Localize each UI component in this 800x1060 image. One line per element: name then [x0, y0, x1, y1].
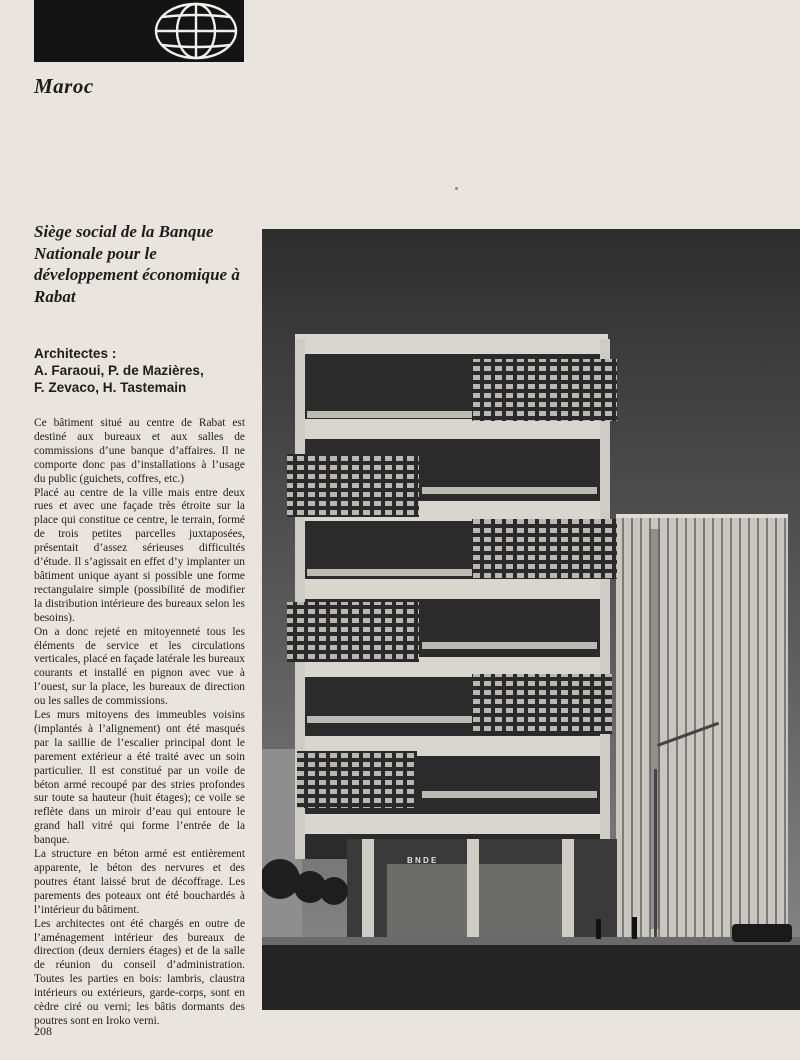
architects-names-line-2: F. Zevaco, H. Tastemain: [34, 380, 187, 395]
article-title: Siège social de la Banque Nationale pour le développement économique à Rabat: [34, 222, 240, 306]
body-paragraph: Les architectes ont été chargés en outre de l’aménagement intérieur des bureaux de direction (deux derniers étages) et de la salle de réunion du conseil d’administration. Toutes les parties en bois: lambris, claustra intérieurs ou extérieurs, garde-corps, sont en cèdre ciré ou verni; les bâtis dormants des poutres sont en Iroko verni.: [34, 917, 245, 1027]
print-speck: [455, 187, 458, 190]
header-logo-box: [34, 0, 244, 62]
body-paragraph: On a donc rejeté en mitoyenneté tous les éléments de service et les circulations verticales, placé en façade latérale les bureaux courants et installé en pignon avec vue à l’ouest, sur la place, les bureaux de direction ou les salles de commissions.: [34, 625, 245, 708]
architects-credit: [34, 345, 254, 396]
page-number: 208: [34, 1024, 52, 1038]
body-paragraph: Les murs mitoyens des immeubles voisins (implantés à l’alignement) ont été masqués par la saillie de l’escalier principal dont le parement extérieur a été traité avec un soin particulier. Il est constitué par un voile de béton armé recoupé par des stries profondes sur toute sa hauteur (huit étages); ce voile se reflète dans un miroir d’eau qui entoure le grand hall vitré qui forme l’entrée de la banque.: [34, 709, 245, 847]
body-paragraph: Placé au centre de la ville mais entre deux rues et avec une façade très étroite sur la place qui constitue ce centre, le terrain, formé de trois petites parcelles juxtaposées, présentait d’assez sérieuses difficultés d’étude. Il s’agissait en effet d’y implanter un bâtiment unique ayant si possible une forme rectangulaire simple (possibilité de modifier la distribution intérieure des bureaux selon les besoins).: [34, 486, 245, 624]
globe-icon: [152, 1, 240, 61]
body-paragraph: Ce bâtiment situé au centre de Rabat est destiné aux bureaux et aux salles de commissions d’une banque d’affaires. Il ne comporte donc pas d’installations à l’usage du public (guichets, coffres, etc.): [34, 417, 245, 485]
country-heading: Maroc: [34, 74, 94, 98]
article-body: [34, 417, 245, 1029]
architects-names-line-1: A. Faraoui, P. de Mazières,: [34, 363, 204, 378]
bank-sign-text: B N D E: [407, 856, 437, 865]
body-paragraph: La structure en béton armé est entièrement apparente, le béton des nervures et des poutres étant laissé brut de décoffrage. Les parements des poteaux ont été bouchardés à l’intérieur du bâtiment.: [34, 848, 245, 916]
architects-heading: Architectes :: [34, 346, 117, 361]
building-photo: [262, 229, 800, 1010]
